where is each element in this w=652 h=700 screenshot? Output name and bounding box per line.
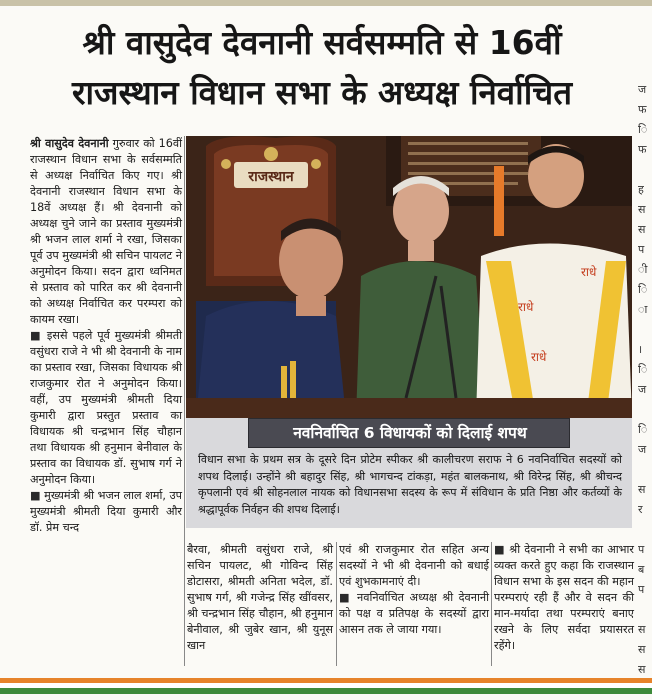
bullet-icon: ■ [339,591,352,604]
strip-char: प [638,243,645,256]
strip-char: ि [638,283,648,296]
strip-char: ि [638,363,648,376]
shawl-text-1: राधे [518,300,534,314]
strip-char [638,600,652,620]
article-column-4 [494,542,634,654]
strip-char: प [638,583,645,596]
strip-char: ब [638,563,645,576]
strip-char: स [638,223,646,236]
strip-char [638,160,652,180]
bottom-border-stripes [0,678,652,694]
article-column-3 [339,542,489,638]
headline-line-1: श्री वासुदेव देवनानी सर्वसम्मति से 16वीं [82,23,562,62]
headline [22,18,622,118]
caption-text: विधान सभा के प्रथम सत्र के दूसरे दिन प्रोटेम स्पीकर श्री कालीचरण सराफ ने 6 नवनिर्वाचित सदस्यों को शपथ दिलाई। उन्होंने श्री बहादुर सिंह, श्री भागचन्द टांकड़ा, महंत बालकनाथ, श्री विरेन्द्र सिंह, श्री श्रीचन्द कृपलानी एवं श्री सोहनलाल नायक को विधानसभा सदस्य के रूप में संविधान के प्रति निष्ठा और कर्तव्यों के श्रद्धापूर्वक निर्वहन की शपथ दिलाई। [198,453,622,516]
strip-char: फ [638,103,647,116]
column-4-paragraph [494,542,634,654]
paragraph-1 [30,136,182,328]
photo-illustration [186,136,632,418]
column-divider [336,542,337,666]
strip-char [638,460,652,480]
strip-char: ा [638,303,648,316]
news-photo [186,136,632,418]
shawl-text-3: राधे [531,350,547,364]
caption-title: नवनिर्वाचित 6 विधायकों को दिलाई शपथ [293,424,527,442]
strip-char: ज [638,383,647,396]
column-divider [491,542,492,666]
paragraph-2 [30,328,182,488]
bullet-icon: ■ [30,329,42,342]
strip-char [638,520,652,540]
stripe-green [0,688,652,694]
strip-char: स [638,483,646,496]
strip-char: स [638,663,646,676]
strip-char: स [638,643,646,656]
strip-char [638,400,652,420]
column-4-text: श्री देवनानी ने सभी का आभार व्यक्त करते हुए कहा कि राजस्थान विधान सभा के इस सदन की महान परम्पराएं रही हैं और वे सदन की मान-मर्यादा तथा परम्पराएं बनाए रखने के लिए सर्वदा प्रयासरत रहेंगे। [494,543,634,652]
column-2-text: बैरवा, श्रीमती वसुंधरा राजे, श्री सचिन पायलट, श्री गोविन्द सिंह डोटासरा, श्रीमती अनिता भदेल, डॉ. सुभाष गर्ग, श्री गजेन्द्र सिंह खींवसर, श्री चन्द्रभान सिंह चौहान, श्री हनुमान बेनीवाल, श्री जुबेर खान, श्री युनूस खान [187,543,333,652]
bullet-icon: ■ [494,543,506,556]
lead-name: श्री वासुदेव देवनानी [30,137,109,150]
strip-char [638,320,652,340]
paragraph-2-text: इससे पहले पूर्व मुख्यमंत्री श्रीमती वसुंधरा राजे ने भी श्री देवनानी के नाम का प्रस्ताव रखा, जिसका विधायक श्री राजकुमार रोत ने अनुमोदन किया। वहीं, उप मुख्यमंत्री श्रीमती दिया कुमारी द्वारा प्रस्तुत प्रस्ताव का विधायक श्री चन्द्रभान सिंह चौहान तथा विधायक श्री हनुमान बेनीवाल के प्रस्ताव का विधायक डॉ. सुभाष गर्ग ने अनुमोदन किया। [30,329,182,486]
chair-sign-text: राजस्थान [248,169,294,185]
shawl-text-2: राधे [581,265,597,279]
bullet-icon: ■ [30,489,41,502]
column-3-paragraph-1: एवं श्री राजकुमार रोत सहित अन्य सदस्यों ने भी श्री देवनानी को बधाई एवं शुभकामनाएं दी। [339,543,489,588]
strip-char: ि [638,123,648,136]
adjacent-article-strip [638,80,652,676]
strip-char: । [638,343,643,356]
strip-char: र [638,503,643,516]
article-column-2 [187,542,333,654]
strip-char: ज [638,83,647,96]
column-divider [184,136,185,666]
strip-char: ि [638,423,648,436]
article-column-1 [30,136,182,536]
strip-char: स [638,203,646,216]
strip-char: प [638,543,645,556]
headline-line-2: राजस्थान विधान सभा के अध्यक्ष निर्वाचित [71,73,573,112]
column-3-paragraph-2-text: नवनिर्वाचित अध्यक्ष श्री देवनानी को पक्ष व प्रतिपक्ष के सदस्यों द्वारा आसन तक ले जाया गया। [339,591,489,636]
top-border [0,0,652,6]
column-3-paragraph-2 [339,590,489,638]
strip-char: स [638,623,646,636]
strip-char: फ [638,143,647,156]
strip-char: ज [638,443,647,456]
paragraph-3-text: मुख्यमंत्री श्री भजन लाल शर्मा, उप मुख्यमंत्री श्रीमती दिया कुमारी और डॉ. प्रेम चन्द [30,489,183,534]
paragraph-1-text: गुरुवार को 16वीं राजस्थान विधान सभा के सर्वसम्मति से अध्यक्ष निर्वाचित किए गए। श्री देवनानी राजस्थान विधान सभा के 18वें अध्यक्ष हैं। श्री देवनानी को अध्यक्ष चुने जाने का प्रस्ताव मुख्यमंत्री श्री भजन लाल शर्मा ने रखा, जिसका पूर्व उप मुख्यमंत्री श्री सचिन पायलट ने अनुमोदन किया। सदन द्वारा ध्वनिमत से प्रस्ताव को पारित कर श्री देवनानी को अध्यक्ष निर्वाचित कर परम्परा को कायम रखा। [30,137,183,326]
strip-char: ह [638,183,644,196]
strip-char: ी [638,263,648,276]
caption-title-box [248,418,570,448]
paragraph-3 [30,488,182,536]
